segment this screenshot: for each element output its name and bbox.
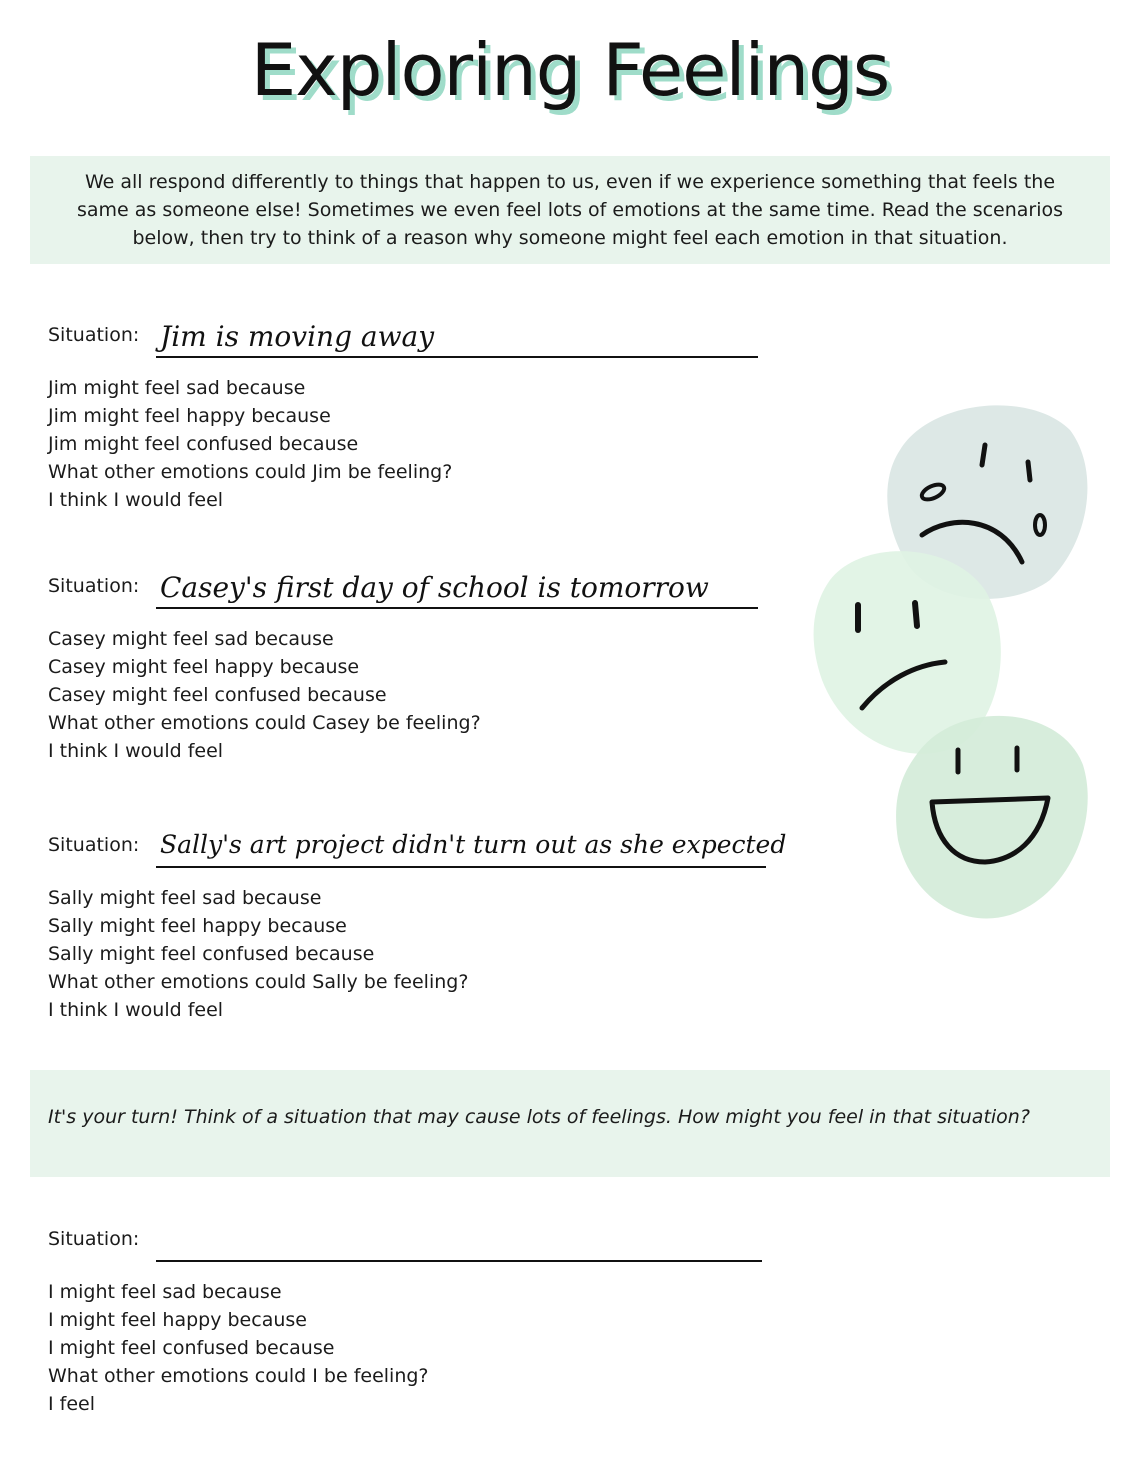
situation-jim	[48, 318, 788, 514]
prompt-list	[48, 1278, 788, 1418]
prompt-i-would-feel: I think I would feel	[48, 999, 224, 1021]
situation-label: Situation:	[48, 834, 140, 856]
prompt-i-feel: I feel	[48, 1393, 95, 1415]
prompt-confused: Sally might feel confused because	[48, 943, 375, 965]
situation-write-line[interactable]	[156, 356, 758, 358]
situation-header	[48, 318, 788, 366]
your-turn-box	[30, 1070, 1110, 1177]
situation-label: Situation:	[48, 324, 140, 346]
situation-write-line[interactable]	[156, 1260, 762, 1262]
prompt-sad: I might feel sad because	[48, 1281, 282, 1303]
prompt-happy: I might feel happy because	[48, 1309, 307, 1331]
page-title: Exploring Feelings	[250, 28, 890, 112]
happy-face-icon	[896, 716, 1088, 919]
situation-label: Situation:	[48, 575, 140, 597]
situation-header	[48, 569, 788, 617]
intro-box	[30, 156, 1110, 264]
prompt-other-emotions: What other emotions could Jim be feeling?	[48, 461, 453, 483]
prompt-other-emotions: What other emotions could Casey be feeling?	[48, 712, 481, 734]
prompt-sad: Jim might feel sad because	[48, 377, 306, 399]
prompt-confused: Jim might feel confused because	[48, 433, 359, 455]
prompt-other-emotions: What other emotions could Sally be feeling?	[48, 971, 469, 993]
prompt-i-would-feel: I think I would feel	[48, 740, 224, 762]
prompt-sad: Sally might feel sad because	[48, 887, 322, 909]
situation-sally	[48, 828, 788, 1024]
prompt-list	[48, 374, 788, 514]
prompt-confused: Casey might feel confused because	[48, 684, 387, 706]
prompt-confused: I might feel confused because	[48, 1337, 335, 1359]
prompt-list	[48, 884, 788, 1024]
prompt-i-would-feel: I think I would feel	[48, 489, 224, 511]
situation-header	[48, 828, 788, 876]
situation-write-line[interactable]	[156, 607, 758, 609]
prompt-other-emotions: What other emotions could I be feeling?	[48, 1365, 429, 1387]
prompt-happy: Sally might feel happy because	[48, 915, 347, 937]
situation-label: Situation:	[48, 1228, 140, 1250]
prompt-list	[48, 625, 788, 765]
prompt-happy: Casey might feel happy because	[48, 656, 360, 678]
situation-handwritten-text: Sally's art project didn't turn out as she expected	[160, 830, 787, 859]
situation-write-line[interactable]	[156, 866, 766, 868]
situation-own	[48, 1222, 788, 1418]
faces-illustration	[800, 390, 1100, 930]
situation-header	[48, 1222, 788, 1270]
prompt-happy: Jim might feel happy because	[48, 405, 331, 427]
prompt-sad: Casey might feel sad because	[48, 628, 334, 650]
situation-handwritten-text: Jim is moving away	[160, 320, 435, 353]
situation-casey	[48, 569, 788, 765]
your-turn-text: It's your turn! Think of a situation that may cause lots of feelings. How might you feel in that situation?	[48, 1106, 1030, 1128]
situation-handwritten-text: Casey's first day of school is tomorrow	[160, 571, 709, 604]
intro-text: We all respond differently to things that happen to us, even if we experience something that feels the same as someone else! Sometimes we even feel lots of emotions at the same time. Read the scenarios below, then try to think of a reason why someone might feel each emotion in that situation.	[76, 171, 1064, 249]
